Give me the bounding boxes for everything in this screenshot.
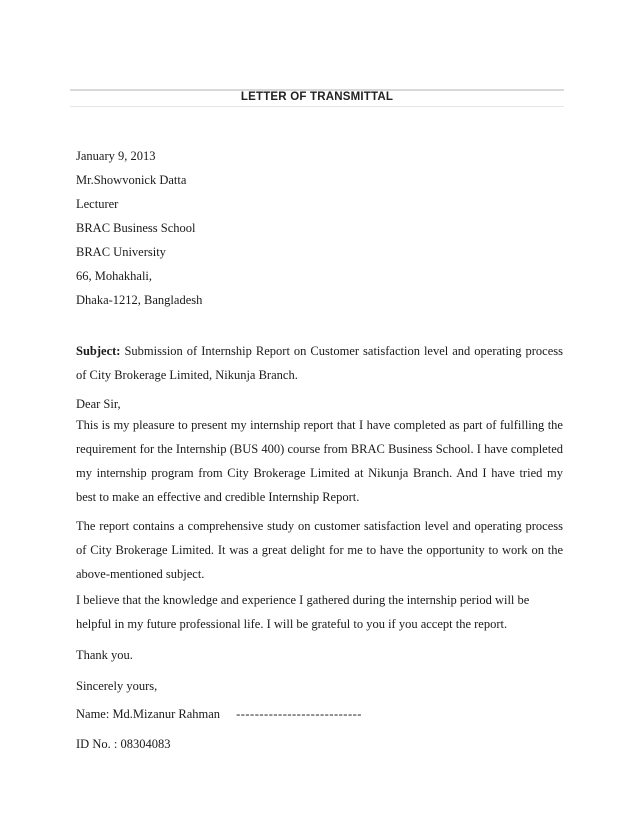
signature-name: Name: Md.Mizanur Rahman <box>76 707 221 721</box>
recipient-position: Lecturer <box>76 197 119 211</box>
closing-line: Sincerely yours, <box>76 679 158 693</box>
body-paragraph-1 <box>76 413 563 509</box>
letter-date: January 9, 2013 <box>76 149 156 163</box>
subject-block <box>76 339 563 387</box>
body1-line: requirement for the Internship (BUS 400) course from BRAC Business School. I have completed <box>76 442 563 456</box>
page-title: LETTER OF TRANSMITTAL <box>240 91 394 103</box>
subject-line-2: of City Brokerage Limited, Nikunja Branch. <box>76 368 298 382</box>
recipient-school: BRAC Business School <box>76 221 196 235</box>
recipient-university: BRAC University <box>76 245 166 259</box>
salutation: Dear Sir, <box>76 397 121 411</box>
body-paragraph-3 <box>76 588 563 636</box>
signature-line <box>76 706 362 722</box>
subject-line-1 <box>76 339 563 363</box>
body3-line: I believe that the knowledge and experience I gathered during the internship period will be <box>76 593 530 607</box>
body2-line: above-mentioned subject. <box>76 567 205 581</box>
body1-line: best to make an effective and credible Internship Report. <box>76 490 360 504</box>
signature-dashes: --------------------------- <box>236 707 362 721</box>
recipient-address-line1: 66, Mohakhali, <box>76 269 153 283</box>
body-paragraph-2 <box>76 514 563 586</box>
id-number: ID No. : 08304083 <box>76 737 171 751</box>
subject-text-1: Submission of Internship Report on Customer satisfaction level and operating process <box>124 344 563 358</box>
recipient-address-line2: Dhaka-1212, Bangladesh <box>76 293 203 307</box>
body2-line: The report contains a comprehensive study on customer satisfaction level and operating process <box>76 519 563 533</box>
title-bar <box>70 89 564 109</box>
body3-line: helpful in my future professional life. I will be grateful to you if you accept the report. <box>76 617 508 631</box>
recipient-name: Mr.Showvonick Datta <box>76 173 187 187</box>
subject-label: Subject: <box>76 344 121 358</box>
thanks-line: Thank you. <box>76 648 133 662</box>
body1-line: This is my pleasure to present my internship report that I have completed as part of fulfilling the <box>76 418 563 432</box>
body2-line: of City Brokerage Limited. It was a great delight for me to have the opportunity to work on the <box>76 543 563 557</box>
title-bottom-rule <box>70 106 564 107</box>
body1-line: my internship program from City Brokerage Limited at Nikunja Branch. And I have tried my <box>76 466 563 480</box>
